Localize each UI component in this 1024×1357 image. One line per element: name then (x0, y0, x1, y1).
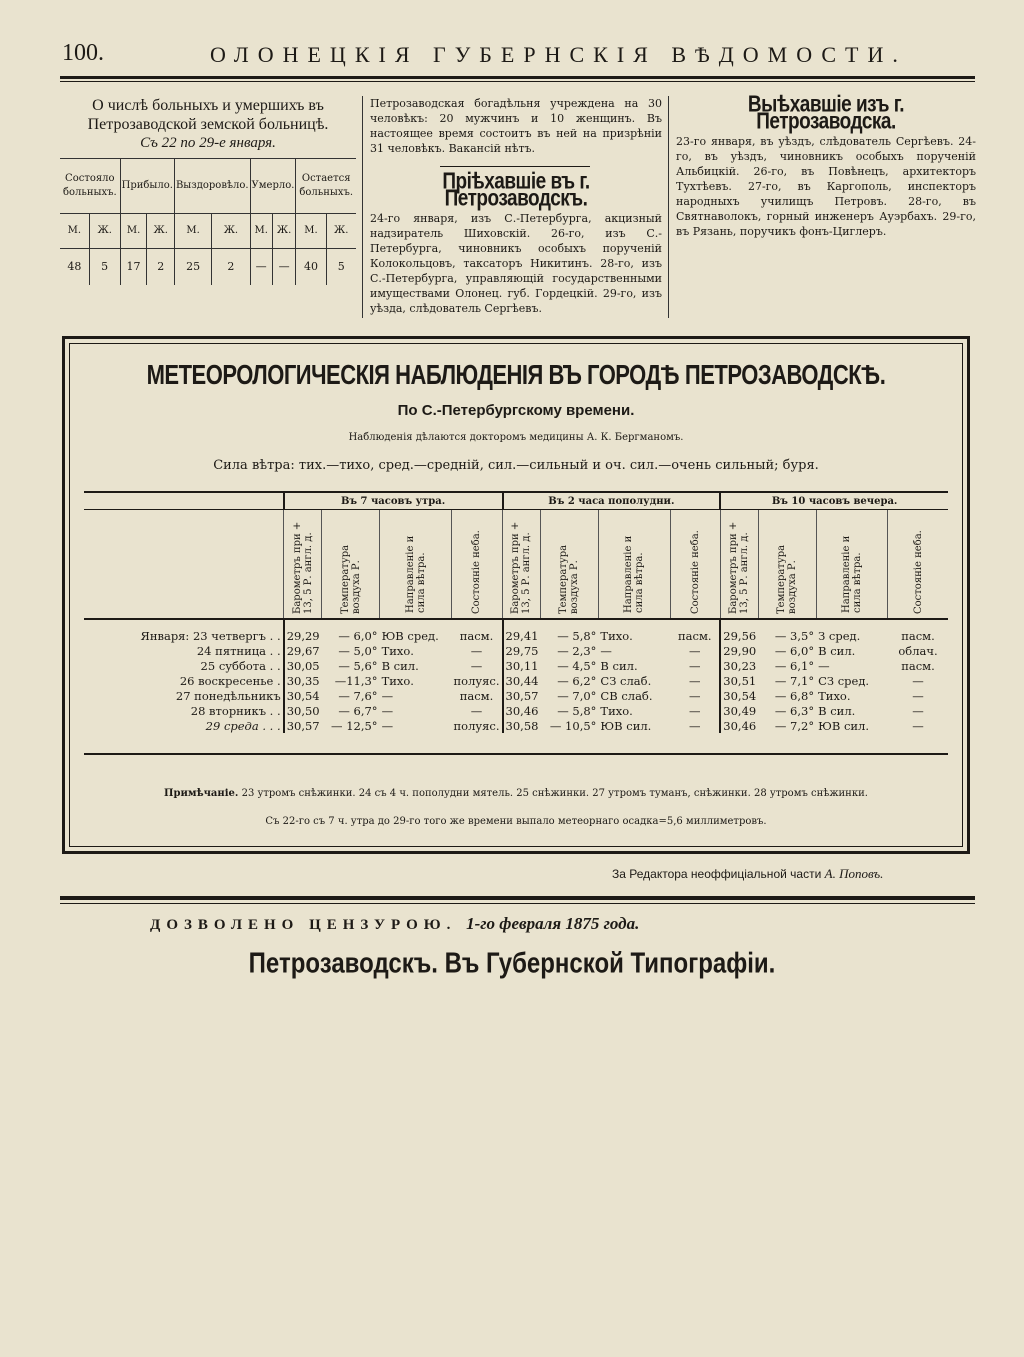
meteo-cell-t3: — 6,8° (774, 688, 815, 703)
col-wind-force: сила вѣтра. (634, 552, 646, 613)
meteo-observer: Наблюденія дѣлаются докторомъ медицины А. К. Бергманомъ. (348, 432, 684, 443)
hospital-value: — (272, 249, 296, 286)
editor-name: А. Поповъ. (824, 866, 884, 881)
meteo-cell-t3: — 3,5° (774, 628, 815, 643)
col-sky: Состояніе неба. (471, 530, 483, 614)
meteo-cell-b2: 30,58 (503, 718, 541, 733)
meteo-cell-w3: Тихо. (818, 688, 851, 703)
hospital-header: Состояло больныхъ. (60, 159, 120, 214)
meteo-cell-w3: З сред. (818, 628, 861, 643)
meteo-row (84, 619, 948, 643)
col-barometer: Барометръ при + 13, 5 Р. англ. д. (291, 521, 314, 614)
meteo-cell-s1: пасм. (459, 628, 494, 643)
meteo-cell-w3: ЮВ сил. (818, 718, 870, 733)
meteo-cell-t2: — 4,5° (557, 658, 597, 673)
meteo-cell-b1: 29,29 (284, 619, 322, 643)
col-direction: Направленіе и (623, 535, 635, 613)
section-divider (440, 166, 590, 167)
column-divider (668, 96, 669, 318)
meteo-cell-b3: 30,51 (720, 673, 758, 688)
col-temperature: Температура воздуха Р. (776, 544, 799, 614)
group-blank (84, 492, 284, 510)
meteo-cell-s2: — (689, 658, 701, 673)
meteo-cell-b2: 30,11 (503, 658, 541, 673)
meteo-cell-w1: — (381, 718, 394, 733)
meteo-subtitle: По С.-Петербургскому времени. (397, 402, 635, 419)
col-barometer: Барометръ при + 13, 5 Р. англ. д. (728, 521, 751, 614)
sex-header: Ж. (326, 214, 356, 249)
censor-line (150, 914, 850, 934)
arrivals-text: 24-го января, изъ С.-Петербурга, акцизный надзиратель Шиховскій. 26-го, изъ С.-Петербурга, чиновникъ особыхъ порученій Колокольцовъ, таксаторъ Никитинъ. 28-го, изъ С.-Петербурга, управляющій государственными имуществами Олонец. губ. Гордецкій. 29-го, изъ уѣзда, слѣдователь Сергѣевъ. (370, 212, 662, 315)
hospital-header: Прибыло. (120, 159, 174, 214)
meteo-cell-b1: 30,54 (284, 688, 322, 703)
meteo-cell-w2: Тихо. (600, 703, 633, 718)
meteo-cell-w1: В сил. (381, 658, 419, 673)
hospital-value: 5 (89, 249, 120, 286)
meteo-cell-t1: — 6,7° (338, 703, 378, 718)
meteo-cell-w2: СВ слаб. (600, 688, 653, 703)
hospital-section (60, 96, 356, 285)
note-label: Примѣчаніе. (164, 788, 239, 799)
meteo-cell-s3: — (912, 673, 924, 688)
meteo-note (70, 788, 962, 799)
hospital-value: 2 (147, 249, 175, 286)
meteo-cell-w1: Тихо. (381, 643, 414, 658)
meteo-cell-t1: — 6,0° (338, 628, 378, 643)
hospital-value: 48 (67, 260, 82, 273)
sex-header: М. (296, 214, 326, 249)
meteo-cell-s2: — (689, 688, 701, 703)
sex-header: Ж. (212, 214, 250, 249)
meteo-cell-b1: 30,05 (284, 658, 322, 673)
day-label: 29 среда . . . (205, 718, 281, 733)
sex-header: М. (60, 214, 89, 249)
day-label: Января: 23 четвергъ . . (140, 628, 281, 643)
meteo-cell-t3: — 7,1° (774, 673, 815, 688)
hospital-value: 5 (326, 249, 356, 286)
col-sky: Состояніе неба. (689, 530, 701, 614)
arrivals-title: Пріѣхавшіе въ г. Петрозаводскъ. (442, 169, 590, 212)
arrivals-section (370, 96, 662, 316)
meteo-box (62, 336, 970, 854)
hospital-value: 17 (120, 249, 147, 286)
meteo-cell-s1: пасм. (459, 688, 494, 703)
wind-legend: Сила вѣтра: тих.—тихо, сред.—средній, сил.—сильный и оч. сил.—очень сильный; буря. (213, 458, 819, 473)
sex-header: М. (174, 214, 211, 249)
meteo-row (84, 718, 948, 733)
meteo-cell-s1: — (470, 658, 483, 673)
hospital-table (60, 158, 356, 285)
meteo-cell-b3: 30,49 (720, 703, 758, 718)
meteo-table (84, 491, 948, 755)
col-temperature: Температура воздуха Р. (339, 544, 362, 614)
meteo-cell-t3: — 6,0° (774, 643, 815, 658)
meteo-cell-s2: — (689, 673, 701, 688)
page-header (60, 40, 980, 70)
meteo-cell-t1: — 5,6° (338, 658, 378, 673)
departures-title: Выѣхавшіе изъ г. Петрозаводска. (747, 92, 905, 135)
col-direction: Направленіе и (841, 535, 853, 613)
meteo-cell-s1: — (470, 703, 483, 718)
meteo-cell-b2: 30,57 (503, 688, 541, 703)
colhead-blank (84, 510, 284, 620)
meteo-cell-w1: ЮВ сред. (381, 628, 439, 643)
footer-rule-thin (60, 903, 975, 904)
departures-text: 23-го января, въ уѣздъ, слѣдователь Сергѣевъ. 24-го, въ уѣздъ, чиновникъ особыхъ порученій Альбицкій. 26-го, въ Повѣнецъ, архитекторъ Тухтѣевъ. 27-го, въ Каргополь, инспекторъ народныхъ училищъ Петровъ. 28-го, въ Святнаволокъ, горный инженеръ Ауэрбахъ. 29-го, въ Рязань, поручикъ фонъ-Циглеръ. (676, 135, 976, 238)
meteo-title: МЕТЕОРОЛОГИЧЕСКІЯ НАБЛЮДЕНІЯ ВЪ ГОРОДѢ ПЕТРОЗАВОДСКѢ. (146, 358, 886, 390)
meteo-rows (84, 619, 948, 733)
meteo-row (84, 688, 948, 703)
meteo-inner-frame (69, 343, 963, 847)
meteo-row (84, 643, 948, 658)
meteo-cell-b2: 30,44 (503, 673, 541, 688)
editor-line (612, 866, 883, 882)
sex-header: Ж. (272, 214, 296, 249)
meteo-cell-s2: — (689, 718, 701, 733)
meteo-row (84, 658, 948, 673)
almshouse-text: Петрозаводская богадѣльня учреждена на 30 человѣкъ: 20 мужчинъ и 10 женщинъ. Въ настоящее время состоитъ въ ней на призрѣніи 31 человѣкъ. Вакансій нѣтъ. (370, 97, 662, 155)
meteo-cell-w2: Тихо. (600, 628, 633, 643)
editor-label: За Редактора неоффиціальной части (612, 867, 822, 881)
meteo-cell-s1: — (470, 643, 483, 658)
group-morning: Въ 7 часовъ утра. (284, 492, 503, 510)
meteo-cell-w3: — (818, 658, 830, 673)
header-rule (60, 76, 975, 79)
hospital-value: 25 (174, 249, 211, 286)
meteo-cell-b1: 29,67 (284, 643, 322, 658)
hospital-value: — (250, 249, 272, 286)
meteo-cell-t2: — 6,2° (557, 673, 597, 688)
day-label: 27 понедѣльникъ (175, 688, 281, 703)
meteo-cell-s3: — (912, 718, 924, 733)
header-rule-thin (60, 81, 975, 82)
meteo-cell-t3: — 7,2° (774, 718, 815, 733)
col-wind-force: сила вѣтра. (415, 552, 427, 613)
meteo-cell-t3: — 6,3° (774, 703, 815, 718)
hospital-header: Остается больныхъ. (296, 159, 356, 214)
hospital-subtitle: Съ 22 по 29-е января. (140, 135, 276, 151)
meteo-cell-s3: пасм. (901, 628, 935, 643)
col-temperature: Температура воздуха Р. (558, 544, 581, 614)
group-evening: Въ 10 часовъ вечера. (720, 492, 948, 510)
col-sky: Состояніе неба. (912, 530, 924, 614)
hospital-title: О числѣ больныхъ и умершихъ въ Петрозаводской земской больницѣ. (87, 97, 329, 133)
meteo-row (84, 673, 948, 688)
column-divider (362, 96, 363, 318)
precipitation-text: Съ 22-го съ 7 ч. утра до 29-го того же времени выпало метеорнаго осадка=5,6 миллиметровъ. (265, 816, 767, 827)
meteo-cell-s1: полуяс. (453, 673, 500, 688)
meteo-cell-b3: 29,90 (720, 643, 758, 658)
meteo-cell-t1: — 7,6° (338, 688, 378, 703)
meteo-cell-s2: — (689, 703, 701, 718)
meteo-cell-t2: — 5,8° (557, 628, 597, 643)
meteo-cell-t2: — 5,8° (557, 703, 597, 718)
meteo-cell-w1: Тихо. (381, 673, 414, 688)
col-barometer: Барометръ при + 13, 5 Р. англ. д. (510, 521, 533, 614)
meteo-cell-b1: 30,35 (284, 673, 322, 688)
meteo-cell-w3: В сил. (818, 643, 856, 658)
censor-date: 1-го февраля 1875 года. (466, 914, 640, 933)
meteo-cell-t2: — 7,0° (557, 688, 597, 703)
col-wind-force: сила вѣтра. (852, 552, 864, 613)
meteo-cell-s1: полуяс. (453, 718, 500, 733)
departures-section (676, 92, 976, 239)
meteo-cell-s3: облач. (898, 643, 938, 658)
meteo-cell-w2: В сил. (600, 658, 638, 673)
meteo-cell-b3: 30,46 (720, 718, 758, 733)
day-label: 28 вторникъ . . (190, 703, 281, 718)
day-label: 25 суббота . . (200, 658, 281, 673)
sex-header: Ж. (147, 214, 175, 249)
meteo-cell-b3: 30,54 (720, 688, 758, 703)
meteo-cell-s2: — (689, 643, 701, 658)
meteo-cell-t1: —11,3° (334, 673, 378, 688)
col-direction: Направленіе и (404, 535, 416, 613)
meteo-cell-b3: 30,23 (720, 658, 758, 673)
sex-header: Ж. (89, 214, 120, 249)
day-label: 26 воскресенье . (179, 673, 281, 688)
page-number: 100. (62, 40, 104, 66)
meteo-cell-t3: — 6,1° (774, 658, 815, 673)
sex-header: М. (120, 214, 147, 249)
group-afternoon: Въ 2 часа пополудни. (503, 492, 721, 510)
hospital-header: Умерло. (250, 159, 296, 214)
footer-rule (60, 896, 975, 900)
meteo-cell-b3: 29,56 (720, 619, 758, 643)
meteo-row (84, 703, 948, 718)
hospital-header: Выздоровѣло. (174, 159, 250, 214)
meteo-cell-w2: ЮВ сил. (600, 718, 652, 733)
table-bottom-rule (84, 733, 948, 754)
meteo-cell-w3: СЗ сред. (818, 673, 870, 688)
meteo-cell-w2: — (600, 643, 612, 658)
meteo-cell-s3: — (912, 703, 924, 718)
meteo-cell-w1: — (381, 688, 394, 703)
meteo-cell-w1: — (381, 703, 394, 718)
meteo-cell-t1: — 5,0° (338, 643, 378, 658)
journal-title: ОЛОНЕЦКІЯ ГУБЕРНСКІЯ ВѢДОМОСТИ. (210, 42, 907, 67)
meteo-cell-b2: 30,46 (503, 703, 541, 718)
hospital-value: 40 (296, 249, 326, 286)
censor-label: ДОЗВОЛЕНО ЦЕНЗУРОЮ. (150, 917, 457, 933)
meteo-cell-w3: В сил. (818, 703, 856, 718)
meteo-cell-t1: — 12,5° (331, 718, 378, 733)
meteo-cell-b1: 30,50 (284, 703, 322, 718)
day-label: 24 пятница . . (196, 643, 281, 658)
meteo-cell-t2: — 2,3° (557, 643, 597, 658)
meteo-cell-s3: — (912, 688, 924, 703)
sex-header: М. (250, 214, 272, 249)
meteo-cell-s2: пасм. (677, 628, 712, 643)
meteo-cell-w2: СЗ слаб. (600, 673, 652, 688)
note-text: 23 утромъ снѣжинки. 24 съ 4 ч. пополудни мятель. 25 снѣжинки. 27 утромъ туманъ, снѣжинки. 28 утромъ снѣжинки. (241, 788, 868, 799)
meteo-cell-b2: 29,75 (503, 643, 541, 658)
meteo-cell-b2: 29,41 (503, 619, 541, 643)
hospital-value: 2 (212, 249, 250, 286)
printer-line: Петрозаводскъ. Въ Губернской Типографіи. (248, 947, 776, 980)
meteo-cell-t2: — 10,5° (549, 718, 597, 733)
meteo-cell-b1: 30,57 (284, 718, 322, 733)
meteo-cell-s3: пасм. (901, 658, 935, 673)
